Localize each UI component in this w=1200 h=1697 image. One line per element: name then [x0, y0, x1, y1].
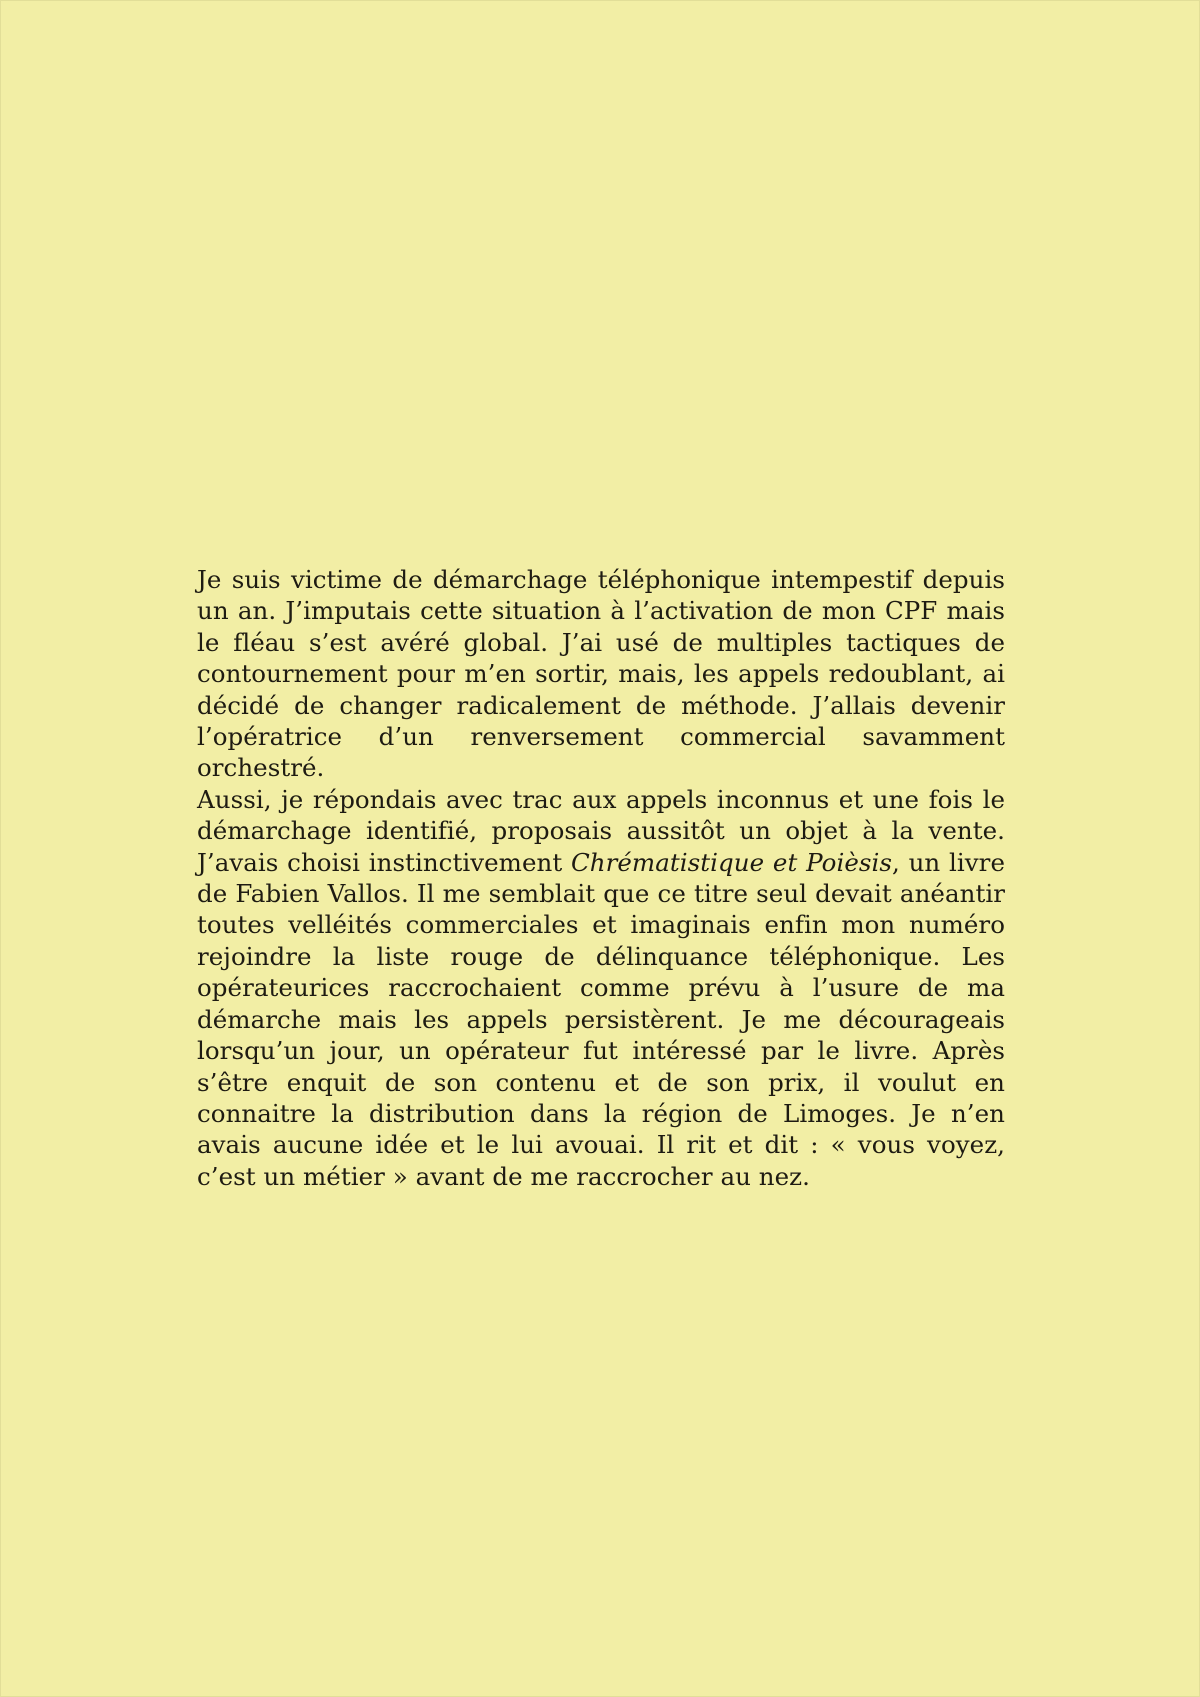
paragraph-2	[197, 784, 1005, 1192]
body-text	[197, 564, 1005, 1192]
paragraph-2-before-title: Aussi, je répondais avec trac aux appels inconnus et une fois le démarchage identifié, proposais aussitôt un objet à la vente. J’avais choisi instinctivement	[197, 784, 1005, 877]
paragraph-2-after-title: , un livre de Fabien Vallos. Il me semblait que ce titre seul devait anéantir toutes velléités commerciales et imaginais enfin mon numéro rejoindre la liste rouge de délinquance téléphonique. Les opérateurices raccrochaient comme prévu à l’usure de ma démarche mais les appels persistèrent. Je me décourageais lorsqu’un jour, un opérateur fut intéressé par le livre. Après s’être enquit de son contenu et de son prix, il voulut en connaitre la distribution dans la région de Limoges. Je n’en avais aucune idée et le lui avouai. Il rit et dit : « vous voyez, c’est un métier » avant de me raccrocher au nez.	[197, 847, 1005, 1191]
paragraph-1: Je suis victime de démarchage téléphonique intempestif depuis un an. J’imputais cette situation à l’activation de mon CPF mais le fléau s’est avéré global. J’ai usé de multiples tactiques de contournement pour m’en sortir, mais, les appels redoublant, ai décidé de changer radicalement de méthode. J’allais devenir l’opératrice d’un renversement commercial savamment orchestré.	[197, 565, 1005, 783]
book-title: Chrématistique et Poièsis	[570, 847, 893, 877]
